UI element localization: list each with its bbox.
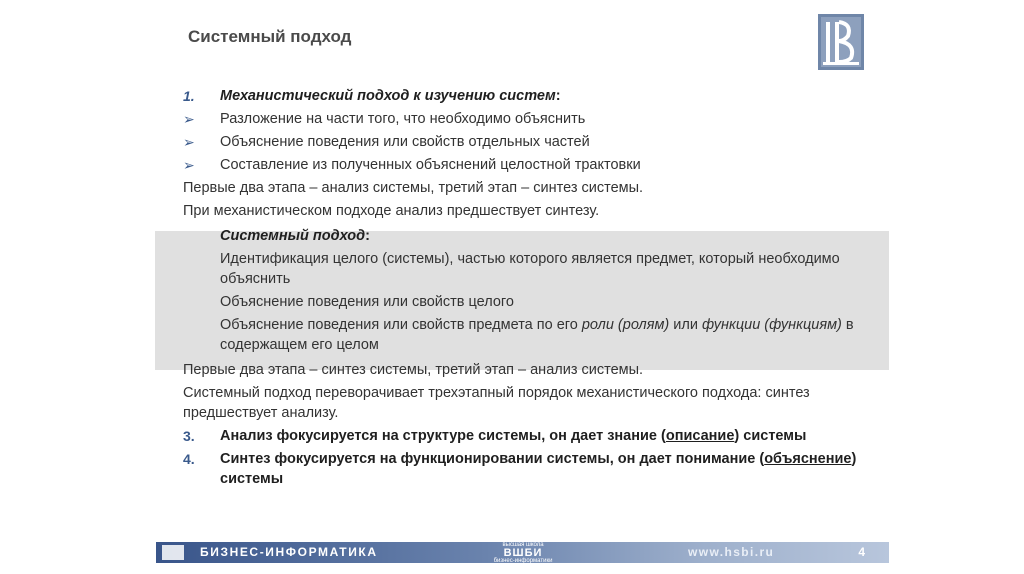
paragraph [183, 383, 883, 423]
school-top: высшая школа [502, 542, 544, 548]
list-item [183, 86, 883, 106]
list-item [183, 292, 883, 312]
list-item [183, 449, 883, 489]
bullet-text: Составление из полученных объяснений целостной трактовки [220, 157, 641, 173]
slide-title: Системный подход [188, 27, 352, 46]
list-item [183, 426, 883, 446]
bullet-text: Анализ фокусируется на структуре системы, он дает знание (описание) системы [220, 428, 807, 444]
bullet-text: Разложение на части того, что необходимо объяснить [220, 111, 586, 127]
footer-school-logo [478, 542, 568, 563]
item-number: 1. [183, 88, 195, 104]
section-heading: Механистический подход к изучению систем [220, 88, 556, 104]
heading-colon: : [555, 88, 561, 104]
footer-logo-icon [162, 545, 184, 560]
paragraph-text: При механистическом подходе анализ предшествует синтезу. [183, 203, 600, 219]
bullet-text: Объяснение поведения или свойств предмета по его роли (ролям) или функции (функциям) в содержащем его целом [220, 317, 854, 353]
list-item [183, 249, 883, 289]
arrow-bullet-icon: ➢ [183, 111, 195, 127]
paragraph [183, 360, 883, 380]
paragraph-text: Системный подход переворачивает трехэтапный порядок механистического подхода: синтез предшествует анализу. [183, 385, 810, 421]
list-item [183, 109, 883, 129]
bullet-text: Идентификация целого (системы), частью которого является предмет, который необходимо объяснить [220, 251, 840, 287]
hse-logo-icon [818, 14, 864, 70]
bullet-text: Объяснение поведения или свойств отдельных частей [220, 134, 590, 150]
arrow-bullet-icon: ➢ [183, 157, 195, 173]
paragraph-text: Первые два этапа – синтез системы, третий этап – анализ системы. [183, 362, 644, 378]
list-item [183, 132, 883, 152]
list-item [183, 155, 883, 175]
footer-bar [156, 542, 889, 563]
school-bottom: бизнес-информатики [493, 558, 553, 564]
bullet-text: Синтез фокусируется на функционировании системы, он дает понимание (объяснение) системы [220, 451, 857, 487]
heading-colon: : [365, 228, 370, 244]
paragraph [183, 178, 883, 198]
page-number: 4 [858, 545, 865, 559]
slide-content [183, 86, 883, 489]
school-main: ВШБИ [503, 547, 543, 559]
paragraph [183, 201, 883, 221]
bullet-text: Объяснение поведения или свойств целого [220, 294, 514, 310]
list-item [183, 226, 883, 246]
item-number: 4. [183, 451, 195, 467]
item-number: 3. [183, 428, 195, 444]
footer-url: www.hsbi.ru [688, 545, 775, 559]
footer-brand: БИЗНЕС-ИНФОРМАТИКА [200, 545, 378, 559]
list-item [183, 315, 883, 355]
paragraph-text: Первые два этапа – анализ системы, третий этап – синтез системы. [183, 180, 644, 196]
section-heading: Системный подход [220, 228, 366, 244]
arrow-bullet-icon: ➢ [183, 134, 195, 150]
